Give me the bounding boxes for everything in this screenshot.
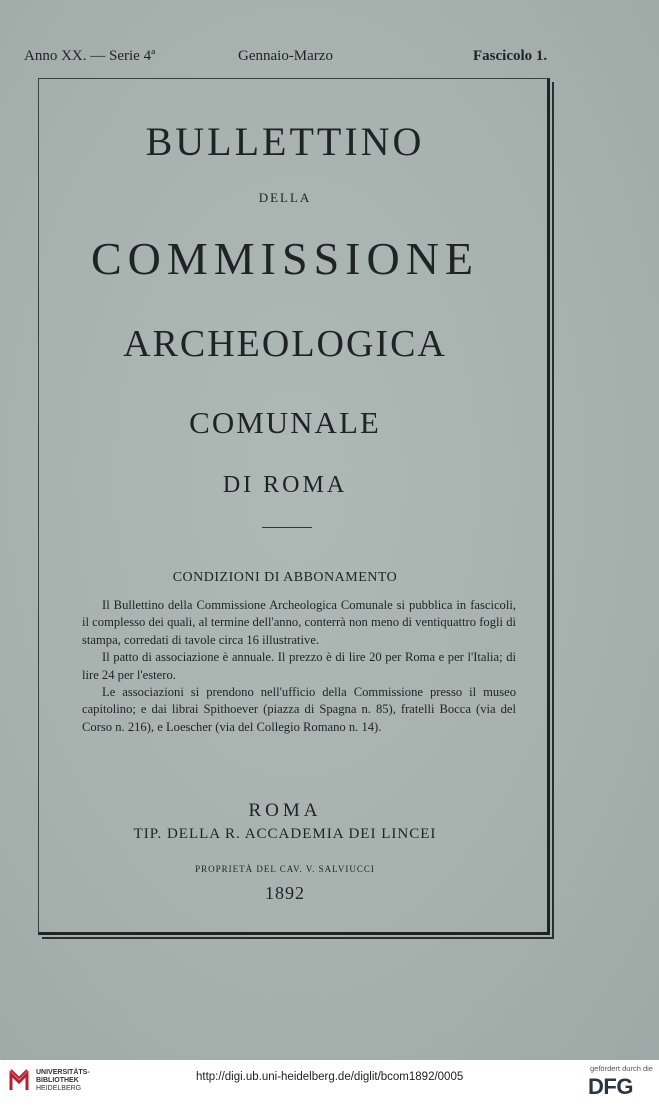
header-months: Gennaio-Marzo <box>238 48 333 64</box>
sponsor-note: gefördert durch die <box>590 1064 653 1073</box>
title-commissione: COMMISSIONE <box>90 233 480 284</box>
dfg-logo[interactable]: DFG <box>588 1074 633 1099</box>
imprint-owner: PROPRIETÀ DEL CAV. V. SALVIUCCI <box>195 864 375 874</box>
header-volume: Anno XX. — Serie 4ª <box>24 48 156 64</box>
conditions-paragraph: Il Bullettino della Commissione Archeologica Comunale si pubblica in fascicoli, il complesso dei quali, al termine dell'anno, conterrà non meno di ventiquattro fogli di stampa, corredati di tavole circa 16 illustrative. <box>82 598 516 647</box>
imprint-printer: TIP. DELLA R. ACCADEMIA DEI LINCEI <box>133 826 437 842</box>
title-comunale: COMUNALE <box>189 405 381 440</box>
imprint-city: ROMA <box>248 800 322 821</box>
running-header <box>0 48 659 72</box>
viewer-footer <box>0 1060 659 1106</box>
heidelberg-university-library-logo-icon[interactable] <box>8 1068 30 1092</box>
conditions-paragraph: Il patto di associazione è annuale. Il prezzo è di lire 20 per Roma e per l'Italia; di lire 24 per l'estero. <box>82 650 516 682</box>
conditions-heading: CONDIZIONI DI ABBONAMENTO <box>172 570 398 585</box>
title-archeologica: ARCHEOLOGICA <box>123 323 447 365</box>
title-di-roma: DI ROMA <box>222 472 348 498</box>
conditions-body <box>82 597 516 736</box>
title-bullettino: BULLETTINO <box>145 119 425 164</box>
conditions-paragraph: Le associazioni si prendono nell'ufficio della Commissione presso il museo capitolino; e dai librai Spithoever (piazza di Spagna n. 85), fratelli Bocca (via del Corso n. 216), e Loescher (via del Collegio Romano n. 14). <box>82 685 516 734</box>
permalink-url[interactable]: http://digi.ub.uni-heidelberg.de/diglit/bcom1892/0005 <box>196 1071 464 1083</box>
imprint-year: 1892 <box>265 883 305 903</box>
library-name: UNIVERSITÄTS- BIBLIOTHEK HEIDELBERG <box>36 1069 90 1092</box>
header-issue: Fascicolo 1. <box>473 48 548 64</box>
divider-rule <box>262 527 312 528</box>
title-della: DELLA <box>258 190 312 205</box>
